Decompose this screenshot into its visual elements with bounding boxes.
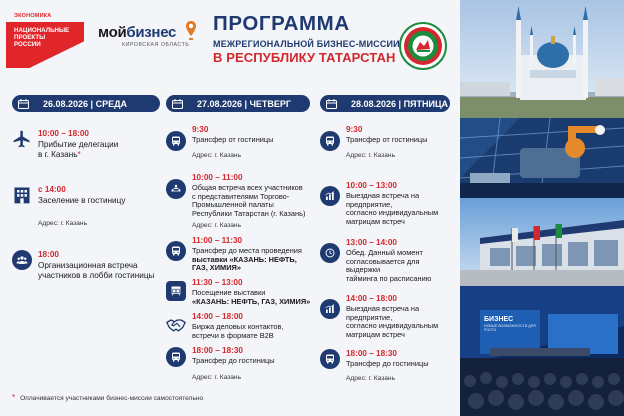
event-desc [38, 140, 158, 159]
building-illustration [460, 198, 624, 288]
event-time: 9:30 [346, 125, 363, 134]
desc-line: Прибытие делегации [38, 140, 119, 149]
footnote [12, 393, 203, 402]
desc-line: Организационная встреча [38, 261, 138, 270]
event-desc [192, 136, 310, 145]
event-time: 14:00 – 18:00 [192, 312, 243, 321]
event-time: 18:00 – 18:30 [346, 349, 397, 358]
calendar-icon [326, 99, 337, 109]
exhibition-icon [166, 281, 186, 301]
event-time: 13:00 – 14:00 [346, 238, 397, 247]
desc-line: «КАЗАНЬ: НЕФТЬ, ГАЗ, ХИМИЯ» [192, 296, 311, 306]
desc-line: Республики Татарстан (г. Казань) [192, 208, 306, 218]
event-desc [38, 261, 162, 280]
np-tag: ЭКОНОМИКА [14, 13, 52, 19]
event-desc [346, 136, 450, 145]
bus-icon [320, 349, 340, 369]
desc-line: участников в лобби гостиницы [38, 270, 155, 280]
event-desc [346, 192, 452, 226]
np-line-3: РОССИИ [14, 41, 41, 48]
day-column-2 [166, 95, 311, 381]
event-time: 18:00 – 18:30 [192, 346, 243, 355]
desc-line: тайминга по расписанию [346, 273, 432, 283]
hotel-icon [12, 185, 32, 205]
event-address: Адрес: г. Казань [346, 374, 396, 382]
day-header-3 [320, 95, 450, 112]
event-time: 18:00 [38, 250, 59, 259]
day-label: 27.08.2026 | ЧЕТВЕРГ [197, 98, 291, 109]
factory-illustration [460, 118, 624, 200]
clock-icon [320, 243, 340, 263]
footnote-star: * [12, 393, 16, 402]
event-desc [346, 360, 450, 369]
program-title [213, 12, 403, 65]
photo-collage [460, 0, 624, 416]
calendar-icon [172, 99, 183, 109]
desc-line: Заселение в гостиницу [38, 196, 126, 205]
desc-line: Трансфер до гостиницы [346, 359, 429, 368]
industrial-robot-photo [460, 118, 624, 200]
title-region: В РЕСПУБЛИКУ ТАТАРСТАН [213, 50, 396, 65]
event-desc [192, 289, 312, 306]
day-header-1 [12, 95, 160, 112]
desc-line: Трансфер до места проведения [192, 246, 302, 255]
location-pin-icon [185, 20, 197, 42]
screen-text [484, 316, 540, 332]
mb-name-b: бизнес [126, 24, 177, 41]
event-time: 11:00 – 11:30 [192, 236, 243, 245]
moy-biznes-logo [98, 24, 189, 48]
desc-line: согласно индивидуальным [346, 321, 439, 331]
event-desc [346, 249, 452, 283]
event-address: Адрес: г. Казань [192, 373, 242, 381]
np-line-2: ПРОЕКТЫ [14, 34, 46, 41]
mosque-illustration [460, 0, 624, 120]
bus-icon [166, 241, 186, 261]
mb-subtitle: КИРОВСКАЯ ОБЛАСТЬ [122, 42, 190, 48]
national-projects-logo [6, 6, 96, 72]
desc-line: согласно индивидуальным [346, 208, 439, 218]
event-time: 11:30 – 13:00 [192, 278, 243, 287]
np-logo-text [14, 27, 69, 48]
desc-line: Промышленной палаты [192, 200, 274, 210]
calendar-icon [18, 99, 29, 109]
chart-icon [320, 186, 340, 206]
event-time: с 14:00 [38, 185, 66, 194]
event-desc [192, 357, 312, 366]
day-label: 28.08.2026 | ПЯТНИЦА [351, 98, 449, 109]
footnote-star: * [77, 149, 81, 159]
exhibition-center-photo [460, 198, 624, 288]
desc-line: матрицам встреч [346, 329, 405, 339]
desc-line: Трансфер от гостиницы [346, 135, 428, 144]
conference-illustration [460, 286, 624, 416]
day-column-1 [12, 95, 160, 280]
handshake-icon [166, 315, 186, 335]
desc-line [38, 150, 158, 160]
day-column-3 [320, 95, 450, 382]
title-main: ПРОГРАММА [213, 12, 350, 35]
desc-line: Общая встреча всех участников [192, 183, 303, 192]
event-time: 14:00 – 18:00 [346, 294, 397, 303]
tatarstan-emblem-icon [399, 22, 447, 70]
desc-line: Трансфер до гостиницы [192, 356, 275, 365]
desc-line: Биржа деловых контактов, [192, 322, 284, 331]
event-address: Адрес: г. Казань [192, 222, 242, 230]
desc-line: ГАЗ, ХИМИЯ» [192, 263, 241, 273]
desc-line: выставки «КАЗАНЬ: НЕФТЬ, [192, 254, 297, 264]
day-label: 26.08.2026 | СРЕДА [43, 98, 127, 109]
desc-line: с представителями Торгово- [192, 191, 290, 201]
screen-title: БИЗНЕС [484, 316, 514, 323]
event-desc [192, 323, 312, 340]
desc-line: матрицам встреч [346, 216, 405, 226]
event-desc [192, 247, 312, 273]
np-line-1: НАЦИОНАЛЬНЫЕ [14, 27, 70, 34]
airplane-icon [12, 129, 32, 149]
chart-icon [320, 299, 340, 319]
desc-line: согласовывается для выдержки [346, 256, 420, 275]
bus-icon [166, 131, 186, 151]
event-time: 9:30 [192, 125, 209, 134]
mb-name-a: мой [98, 24, 127, 41]
event-time: 10:00 – 11:00 [192, 173, 243, 182]
desc-line-text: в г. Казань [38, 149, 78, 159]
event-desc [192, 184, 312, 218]
screen-subtitle: НОВЫЕ ВОЗМОЖНОСТИ ДЛЯ РОСТА [484, 324, 536, 333]
desc-line: встречи в формате B2B [192, 330, 274, 340]
desc-line: Посещение выставки [192, 288, 266, 297]
footnote-text: Оплачивается участниками бизнес-миссии самостоятельно [20, 395, 204, 402]
people-network-icon [166, 179, 186, 199]
event-desc [346, 305, 452, 339]
kazan-kremlin-photo [460, 0, 624, 120]
mb-name [98, 24, 189, 41]
group-icon [12, 250, 32, 270]
event-time: 10:00 – 18:00 [38, 129, 89, 138]
desc-line: Выездная встреча на предприятие, [346, 191, 420, 209]
conference-hall-photo [460, 286, 624, 416]
bus-icon [166, 347, 186, 367]
desc-line: Трансфер от гостиницы [192, 135, 274, 144]
desc-line: Выездная встреча на предприятие, [346, 304, 420, 322]
event-address: Адрес: г. Казань [346, 151, 396, 159]
event-desc [38, 196, 160, 206]
event-address: Адрес: г. Казань [192, 151, 242, 159]
bus-icon [320, 131, 340, 151]
event-address: Адрес: г. Казань [38, 219, 88, 227]
event-time: 10:00 – 13:00 [346, 181, 397, 190]
title-sub: МЕЖРЕГИОНАЛЬНОЙ БИЗНЕС-МИССИИ [213, 39, 400, 49]
desc-line: Обед. Данный момент [346, 248, 423, 257]
day-header-2 [166, 95, 310, 112]
